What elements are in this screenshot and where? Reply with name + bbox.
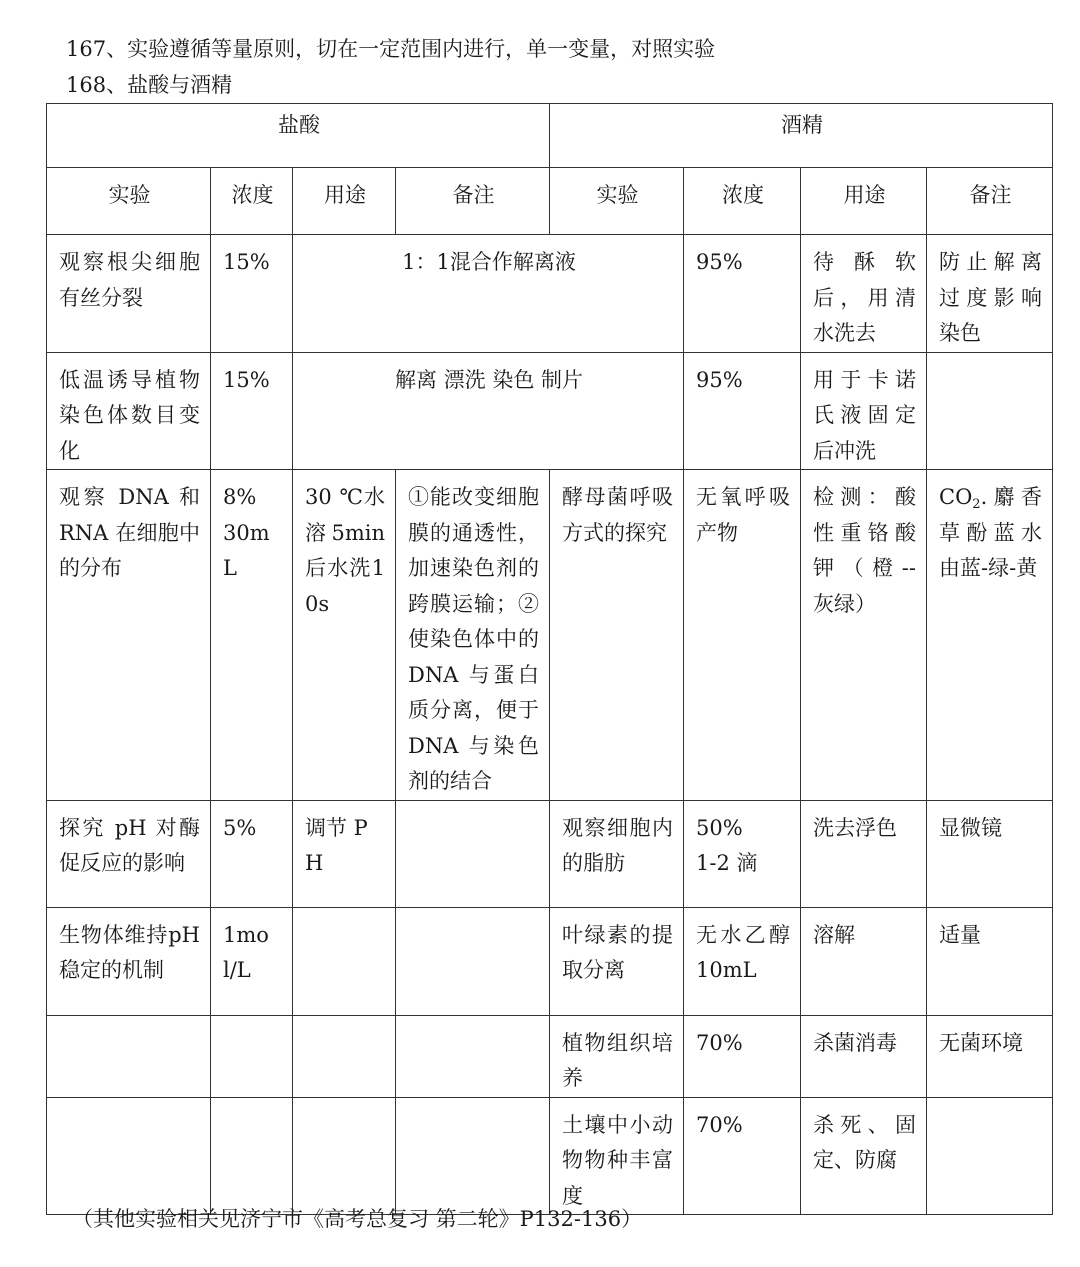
col-header-alcohol-use: 用途 (801, 168, 927, 235)
cell-hcl-experiment: 观察 DNA 和 RNA 在细胞中的分布 (47, 470, 211, 801)
cell-hcl-experiment: 观察根尖细胞有丝分裂 (47, 235, 211, 353)
cell-alcohol-experiment: 酵母菌呼吸方式的探究 (550, 470, 684, 801)
cell-hcl-remark (396, 907, 550, 1015)
cell-hcl-experiment (47, 1097, 211, 1215)
footnote: （其他实验相关见济宁市《高考总复习 第二轮》P132-136） (72, 1207, 643, 1231)
remark-rest-text: .麝香草酚蓝水由蓝-绿-黄 (939, 485, 1042, 580)
cell-hcl-experiment (47, 1015, 211, 1097)
cell-alcohol-remark (927, 1097, 1053, 1215)
table-row (47, 1015, 1053, 1097)
cell-alcohol-use: 溶解 (801, 907, 927, 1015)
group-header-alcohol: 酒精 (550, 104, 1053, 168)
cell-alcohol-use: 检测：酸性重铬酸钾（橙-- 灰绿） (801, 470, 927, 801)
col-header-hcl-remark: 备注 (396, 168, 550, 235)
cell-alcohol-use: 洗去浮色 (801, 800, 927, 907)
group-header-hcl: 盐酸 (47, 104, 550, 168)
column-header-row (47, 168, 1053, 235)
cell-hcl-concentration (211, 1015, 293, 1097)
cell-alcohol-experiment: 叶绿素的提取分离 (550, 907, 684, 1015)
col-header-hcl-use: 用途 (293, 168, 396, 235)
cell-alcohol-use: 用于卡诺氏液固定后冲洗 (801, 352, 927, 470)
cell-alcohol-remark: 无菌环境 (927, 1015, 1053, 1097)
table-row (47, 1097, 1053, 1215)
cell-alcohol-experiment: 观察细胞内的脂肪 (550, 800, 684, 907)
cell-alcohol-concentration: 无氧呼吸产物 (684, 470, 801, 801)
heading-item-167: 167、实验遵循等量原则，切在一定范围内进行，单一变量，对照实验 (66, 37, 716, 61)
cell-alcohol-experiment: 植物组织培养 (550, 1015, 684, 1097)
cell-hcl-use: 调节 PH (293, 800, 396, 907)
cell-alcohol-use: 待酥软后，用清水洗去 (801, 235, 927, 353)
cell-hcl-remark (396, 800, 550, 907)
col-header-hcl-experiment: 实验 (47, 168, 211, 235)
cell-hcl-experiment: 探究 pH 对酶促反应的影响 (47, 800, 211, 907)
co2-text: CO (939, 485, 973, 509)
cell-hcl-experiment: 生物体维持pH 稳定的机制 (47, 907, 211, 1015)
cell-hcl-concentration: 5% (211, 800, 293, 907)
cell-hcl-use: 30 ℃水溶5min后水洗10s (293, 470, 396, 801)
cell-alcohol-concentration: 70% (684, 1015, 801, 1097)
table-row (47, 352, 1053, 470)
cell-alcohol-concentration: 95% (684, 235, 801, 353)
cell-hcl-merged-note: 解离 漂洗 染色 制片 (293, 352, 684, 470)
table-row (47, 470, 1053, 801)
cell-hcl-remark: ①能改变细胞膜的通透性，加速染色剂的跨膜运输；②使染色体中的 DNA 与蛋白质分离，便于 DNA 与染色剂的结合 (396, 470, 550, 801)
group-header-row (47, 104, 1053, 168)
col-header-hcl-concentration: 浓度 (211, 168, 293, 235)
cell-hcl-concentration (211, 1097, 293, 1215)
table-row (47, 800, 1053, 907)
co2-subscript: 2 (972, 497, 981, 512)
cell-alcohol-remark: 显微镜 (927, 800, 1053, 907)
cell-alcohol-remark: 适量 (927, 907, 1053, 1015)
cell-alcohol-experiment: 土壤中小动物物种丰富度 (550, 1097, 684, 1215)
cell-alcohol-remark (927, 470, 1053, 801)
cell-alcohol-concentration: 70% (684, 1097, 801, 1215)
cell-hcl-concentration: 15% (211, 235, 293, 353)
cell-hcl-concentration: 8% 30mL (211, 470, 293, 801)
cell-hcl-merged-note: 1：1混合作解离液 (293, 235, 684, 353)
cell-alcohol-concentration: 50% 1-2 滴 (684, 800, 801, 907)
heading-item-168: 168、盐酸与酒精 (66, 73, 233, 97)
cell-hcl-concentration: 1mol/L (211, 907, 293, 1015)
col-header-alcohol-experiment: 实验 (550, 168, 684, 235)
cell-hcl-use (293, 1097, 396, 1215)
table-row (47, 235, 1053, 353)
cell-hcl-experiment: 低温诱导植物染色体数目变化 (47, 352, 211, 470)
cell-hcl-remark (396, 1097, 550, 1215)
cell-alcohol-use: 杀死、固定、防腐 (801, 1097, 927, 1215)
cell-hcl-use (293, 907, 396, 1015)
col-header-alcohol-concentration: 浓度 (684, 168, 801, 235)
cell-alcohol-concentration: 无水乙醇 10mL (684, 907, 801, 1015)
cell-hcl-concentration: 15% (211, 352, 293, 470)
table-row (47, 907, 1053, 1015)
cell-alcohol-remark: 防止解离过度影响染色 (927, 235, 1053, 353)
cell-hcl-use (293, 1015, 396, 1097)
cell-alcohol-use: 杀菌消毒 (801, 1015, 927, 1097)
col-header-alcohol-remark: 备注 (927, 168, 1053, 235)
hcl-alcohol-table (46, 103, 1053, 1215)
cell-alcohol-remark (927, 352, 1053, 470)
cell-alcohol-concentration: 95% (684, 352, 801, 470)
cell-hcl-remark (396, 1015, 550, 1097)
